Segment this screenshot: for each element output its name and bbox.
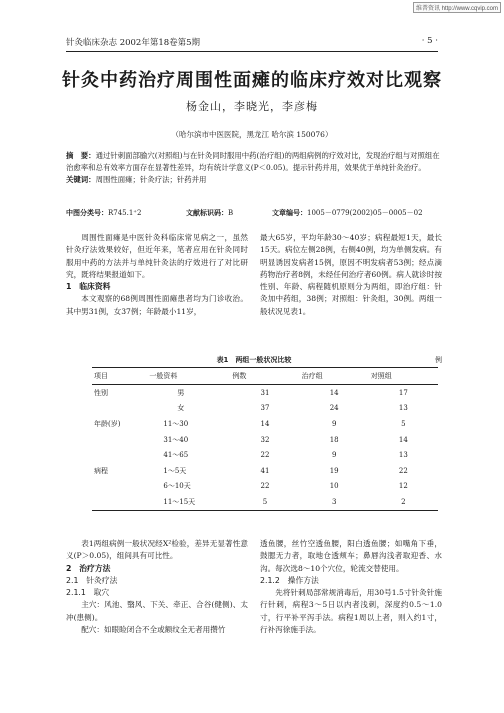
table-cell: 女 bbox=[177, 404, 185, 413]
table-cell: 22 bbox=[398, 466, 408, 475]
abstract-body bbox=[66, 150, 442, 174]
points-continued-paragraph: 透鱼腰，丝竹空透鱼腰，阳白透鱼腰；如嘴角下垂，鼓腮无力者，取地仓透颊车；鼻唇沟浅者取迎香、水沟。每次选8～10个穴位，轮流交替使用。 bbox=[260, 539, 442, 573]
body-column-4 bbox=[260, 538, 442, 636]
header-treatment: 治疗组 bbox=[300, 368, 369, 385]
table-cell bbox=[92, 479, 147, 495]
table-cell: 1～5天 bbox=[163, 466, 187, 475]
table-row bbox=[92, 432, 438, 448]
table-cell: 41～65 bbox=[163, 451, 189, 460]
header-count: 例数 bbox=[230, 368, 299, 385]
section-heading-clinical-data: 1 临床资料 bbox=[66, 282, 111, 292]
table-cell: 年龄(岁) bbox=[94, 419, 121, 428]
journal-info: 针灸临床杂志 2002年第18卷第5期 bbox=[66, 38, 201, 48]
table-unit: 例 bbox=[435, 356, 442, 364]
keywords bbox=[66, 174, 442, 186]
clinical-data-paragraph: 本文观察的68例周围性面瘫患者均为门诊收治。其中男31例，女37例；年龄最小11岁， bbox=[66, 294, 248, 316]
table-cell: 14 bbox=[260, 419, 270, 428]
table-cell: 11～15天 bbox=[147, 494, 230, 510]
clinical-data-continued: 最大65岁，平均年龄30～40岁；病程最短1天，最长15天。病位左侧28例，右侧40例，均为单侧发病。有明显诱因发病者15例，原因不明发病者53例；经点滴药物治疗者8例，未经任何治疗者60例。病人就诊时按性别、年龄、病程随机原则分为两组，即治疗组：针灸加中药组，38例；对照组：针灸组，30例。两组一般状况见表1。 bbox=[260, 233, 442, 316]
supplementary-points-paragraph: 配穴：如眼睑闭合不全或额纹全无者用攒竹 bbox=[81, 625, 226, 635]
table-header-row bbox=[92, 368, 438, 385]
table-cell: 31 bbox=[260, 388, 270, 397]
clc-code: 中图分类号：R745.1⁺2 bbox=[66, 208, 142, 217]
subsection-heading-acupuncture: 2.1 针灸疗法 bbox=[66, 575, 118, 585]
table-cell: 病程 bbox=[94, 466, 108, 475]
table-cell bbox=[92, 447, 147, 463]
table-cell: 24 bbox=[329, 404, 339, 413]
table-cell: 14 bbox=[398, 435, 408, 444]
body-column-1 bbox=[66, 232, 248, 318]
body-column-2 bbox=[260, 232, 442, 318]
table-cell: 10 bbox=[329, 482, 339, 491]
operation-paragraph: 先将针刺局部常规消毒后，用30号1.5寸针灸针施行针刺，病程3～5日以内者浅刺，深度约0.5～1.0寸，行平补平泻手法。病程1周以上者，则入约1寸，行补泻徐施手法。 bbox=[260, 588, 442, 635]
table-row bbox=[92, 463, 438, 479]
table-cell: 18 bbox=[329, 435, 339, 444]
table-cell: 11～30 bbox=[163, 419, 189, 428]
affiliation: （哈尔滨市中医医院，黑龙江 哈尔滨 150076） bbox=[171, 130, 333, 139]
header-item: 项目 bbox=[92, 368, 147, 385]
table-cell: 13 bbox=[398, 404, 408, 413]
article-number: 文章编号：1005－0779(2002)05－0005－02 bbox=[272, 208, 423, 217]
abstract bbox=[66, 150, 442, 186]
table-cell: 9 bbox=[331, 419, 337, 428]
table-row bbox=[92, 494, 438, 510]
table-row bbox=[92, 479, 438, 495]
table-cell: 32 bbox=[260, 435, 270, 444]
watermark: 维普资讯 http://www.cqvip.com bbox=[413, 2, 501, 13]
comparison-table bbox=[92, 367, 438, 511]
table-cell bbox=[92, 432, 147, 448]
table-cell: 22 bbox=[260, 451, 270, 460]
subsection-heading-operation: 2.1.2 操作方法 bbox=[260, 575, 319, 585]
table-cell: 13 bbox=[398, 451, 408, 460]
keywords-text: 周围性面瘫；针灸疗法；针药并用 bbox=[95, 175, 207, 184]
table-cell: 6～10天 bbox=[163, 482, 191, 491]
abstract-label: 摘 要： bbox=[66, 151, 96, 160]
header-control: 对照组 bbox=[369, 368, 438, 385]
table-cell bbox=[92, 494, 147, 510]
table-cell: 3 bbox=[300, 494, 369, 510]
table-note-paragraph: 表1两组病例一般状况经X²检验，差异无显著性意义(P＞0.05)，组间具有可比性。 bbox=[66, 539, 248, 561]
classification-codes bbox=[66, 208, 442, 218]
table-cell: 22 bbox=[260, 482, 270, 491]
table-cell: 2 bbox=[369, 494, 438, 510]
table-cell: 41 bbox=[260, 466, 270, 475]
section-heading-treatment: 2 治疗方法 bbox=[66, 563, 111, 573]
table-cell: 19 bbox=[329, 466, 339, 475]
authors: 杨金山，李晓光，李彦梅 bbox=[186, 100, 318, 113]
main-points-paragraph: 主穴：风池、翳风、下关、牵正、合谷(健侧)、太冲(患侧)。 bbox=[66, 600, 248, 622]
table-cell: 男 bbox=[177, 388, 185, 397]
table-cell: 31～40 bbox=[163, 435, 189, 444]
header-general: 一般资料 bbox=[147, 368, 230, 385]
table-row bbox=[92, 401, 438, 417]
page-number: · 5 · bbox=[421, 36, 438, 46]
document-code: 文献标识码：B bbox=[186, 208, 234, 217]
table-cell: 9 bbox=[331, 451, 337, 460]
table-cell: 17 bbox=[398, 388, 408, 397]
table-row bbox=[92, 447, 438, 463]
table-cell: 性别 bbox=[94, 388, 108, 397]
intro-paragraph: 周围性面瘫是中医针灸科临床常见病之一，虽然针灸疗法效果较好，但近年来，笔者应用在针灸同时服用中药的方法并与单纯针灸法的疗效进行了对比研究，既将结果报道如下。 bbox=[66, 233, 248, 279]
table-row bbox=[92, 385, 438, 401]
body-column-3 bbox=[66, 538, 248, 636]
keywords-label: 关键词： bbox=[66, 175, 96, 184]
table-cell: 12 bbox=[398, 482, 408, 491]
subsection-heading-points: 2.1.1 取穴 bbox=[66, 588, 110, 598]
table-cell: 5 bbox=[401, 419, 406, 428]
table-caption bbox=[66, 355, 442, 365]
abstract-text: 通过针刺面部腧穴(对照组)与在针灸同时服用中药(治疗组)的两组病例的疗效对比，发现治疗组与对照组在治愈率和总有效率方面存在显著性差异，均有统计学意义(P＜0.05)。提示针药并用，效果优于单纯针灸治疗。 bbox=[66, 151, 440, 172]
article-title: 针灸中药治疗周围性面瘫的临床疗效对比观察 bbox=[62, 70, 442, 91]
table-cell: 37 bbox=[260, 404, 270, 413]
table-title: 表1 两组一般状况比较 bbox=[216, 356, 292, 364]
table-cell: 5 bbox=[230, 494, 299, 510]
running-head bbox=[66, 36, 438, 52]
table-row bbox=[92, 416, 438, 432]
table-cell bbox=[92, 401, 147, 417]
table-cell: 14 bbox=[329, 388, 339, 397]
